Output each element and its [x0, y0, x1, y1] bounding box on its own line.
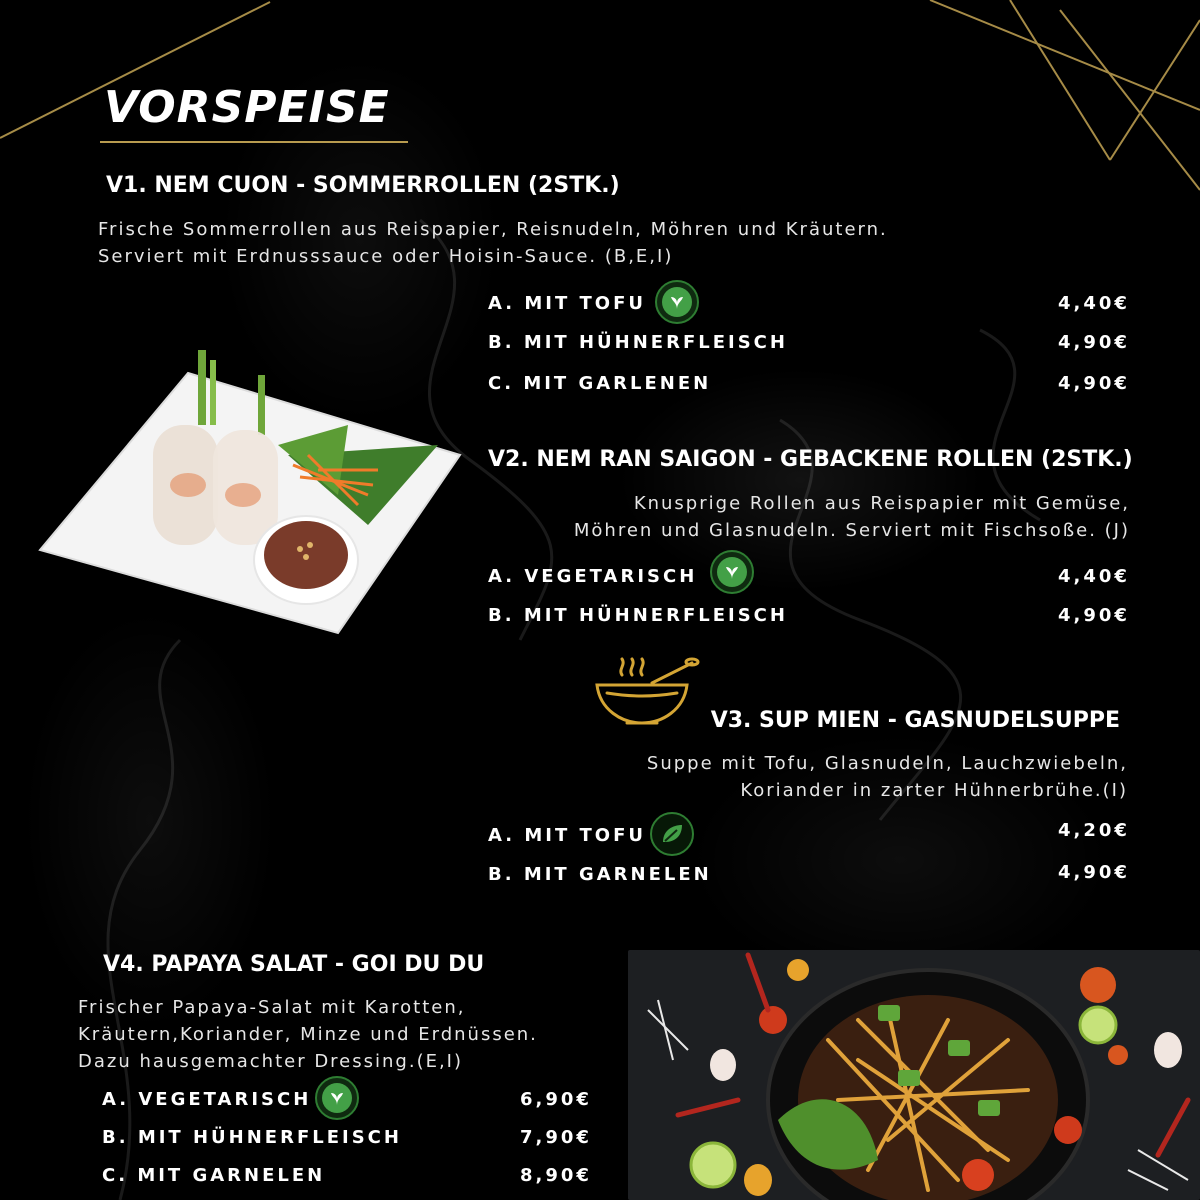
vegetarian-badge-icon [710, 550, 754, 594]
dish-description-v4: Frischer Papaya-Salat mit Karotten, Kräutern,Koriander, Minze und Erdnüssen. Dazu hausgemachter Dressing.(E,I) [78, 997, 538, 1072]
option-label: C. MIT GARLENEN [488, 373, 712, 394]
option-price: 4,90€ [1058, 373, 1130, 394]
option-price: 4,90€ [1058, 332, 1130, 353]
option-label: A. MIT TOFU [488, 293, 647, 314]
dish-title-v1: V1. NEM CUON - SOMMERROLLEN (2STK.) [106, 173, 620, 198]
dish-description-v2: Knusprige Rollen aus Reispapier mit Gemüse, Möhren und Glasnudeln. Serviert mit Fischsoße. (J) [573, 493, 1130, 541]
dish-title-v4: V4. PAPAYA SALAT - GOI DU DU [103, 952, 485, 977]
option-price: 4,40€ [1058, 293, 1130, 314]
dish-description-v3: Suppe mit Tofu, Glasnudeln, Lauchzwiebeln, Koriander in zarter Hühnerbrühe.(I) [646, 753, 1128, 801]
option-label: B. MIT HÜHNERFLEISCH [488, 605, 788, 626]
option-label: B. MIT GARNELEN [488, 864, 712, 885]
spring-rolls-photo [38, 345, 463, 635]
soup-bowl-icon [592, 655, 702, 730]
option-price: 4,90€ [1058, 862, 1130, 883]
dish-title-v2: V2. NEM RAN SAIGON - GEBACKENE ROLLEN (2STK.) [488, 447, 1133, 472]
option-label: A. VEGETARISCH [102, 1089, 312, 1110]
heading-underline [100, 141, 408, 143]
dish-description-v1: Frische Sommerrollen aus Reispapier, Reisnudeln, Möhren und Kräutern. Serviert mit Erdnusssauce oder Hoisin-Sauce. (B,E,I) [98, 219, 888, 267]
vegan-badge-icon [650, 812, 694, 856]
option-label: B. MIT HÜHNERFLEISCH [102, 1127, 402, 1148]
option-label: A. VEGETARISCH [488, 566, 698, 587]
option-price: 4,90€ [1058, 605, 1130, 626]
option-label: B. MIT HÜHNERFLEISCH [488, 332, 788, 353]
section-heading: VORSPEISE [104, 82, 390, 133]
vegetarian-badge-icon [655, 280, 699, 324]
papaya-salad-photo [628, 950, 1200, 1200]
dish-title-v3: V3. SUP MIEN - GASNUDELSUPPE [710, 708, 1120, 733]
option-price: 8,90€ [520, 1165, 592, 1186]
option-price: 4,20€ [1058, 820, 1130, 841]
option-price: 4,40€ [1058, 566, 1130, 587]
vegetarian-badge-icon [315, 1076, 359, 1120]
option-label: C. MIT GARNELEN [102, 1165, 326, 1186]
option-label: A. MIT TOFU [488, 825, 647, 846]
option-price: 6,90€ [520, 1089, 592, 1110]
option-price: 7,90€ [520, 1127, 592, 1148]
